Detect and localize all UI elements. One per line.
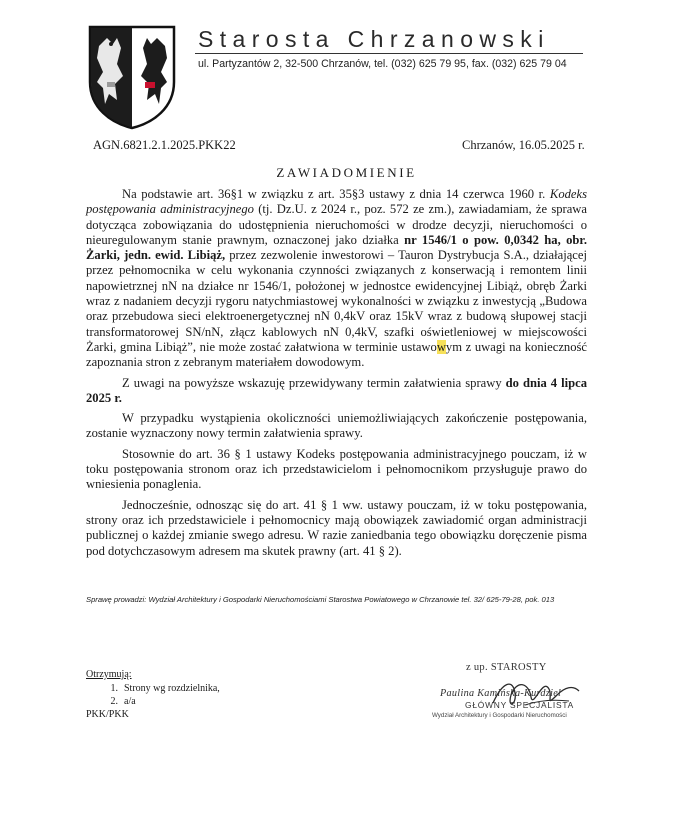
stamp-on-behalf: z up. STAROSTY [466,662,547,673]
office-address: ul. Partyzantów 2, 32-500 Chrzanów, tel. (032) 625 79 95, fax. (032) 625 79 04 [198,58,567,70]
reference-number: AGN.6821.2.1.2025.PKK22 [93,138,236,152]
place-and-date: Chrzanów, 16.05.2025 r. [462,138,585,152]
recipients-heading: Otrzymują: [86,669,132,680]
document-title: ZAWIADOMIENIE [276,165,417,180]
code-title: Kodeks postępowania administracyjnego [86,187,587,217]
parcel-designation: nr 1546/1 o pow. 0,0342 ha, obr. Żarki, jedn. ewid. Libiąż, [86,232,587,263]
deadline-date: do dnia 4 lipca 2025 r. [86,375,587,405]
title-divider [195,53,583,54]
author-initials: PKK/PKK [86,709,129,720]
paragraph-main: Na podstawie art. 36§1 w związku z art. 35§3 ustawy z dnia 14 czerwca 1960 r. Kodeks postępowania administracyjnego (tj. Dz.U. z 2024 r., poz. 572 ze zm.), zawiadamiam, że sprawa dotycząca zobowiązania do udostępnienia nieruchomości w drodze decyzji, nieruchomości o nieuregulowanym stanie prawnym, oznaczonej jako działka nr 1546/1 o pow. 0,0342 ha, obr. Żarki, jedn. ewid. Libiąż, przez zezwolenie inwestorowi – Tauron Dystrybucja S.A., działającej przez pełnomocnika w celu wykonania czynności związanych z konserwacją i remontem linii napowietrznej nN na działce nr 1546/1, położonej w jednostce ewidencyjnej Libiąż, obręb Żarki wraz z nadaniem decyzji rygoru natychmiastowej wykonalności w związku z inwestycją „Budowa oraz przebudowa sieci elektroenergetycznej nN 0,4kV oraz 15kV wraz z budową słupowej stacji transformatorowej SN/nN, złącz kablowych nN 0,4kV, szafki oświetleniowej w miejscowości Żarki, gmina Libiąż”, nie może zostać załatwiona w terminie ustawowym z uwagi na konieczność zapoznania stron z zebranym materiałem dowodowym. [86,187,587,370]
stamp-name: Paulina Kamińska-Kurdziel [440,688,562,699]
coat-of-arms-icon [87,24,177,130]
highlighted-letter: w [436,339,446,354]
paragraph-address-change: Jednocześnie, odnosząc się do art. 41 § 1 ww. ustawy pouczam, iż w toku postępowania, strony oraz ich przedstawiciele i pełnomocnicy mają obowiązek zawiadomić organ administracji publicznej o każdej zmianie swego adresu. W razie zaniedbania tego obowiązku doręczenie pisma pod dotychczasowym adresem ma skutek prawny (art. 41 § 2). [86,497,587,558]
list-item: 1. Strony wg rozdzielnika, [110,683,220,694]
paragraph-deadline: Z uwagi na powyższe wskazuję przewidywany termin załatwienia sprawy do dnia 4 lipca 2025 r. [86,375,587,405]
paragraph-new-term: W przypadku wystąpienia okoliczności uniemożliwiających zakończenie postępowania, zostanie wyznaczony nowy termin załatwienia sprawy. [86,411,587,441]
paragraph-reminder-right: Stosownie do art. 36 § 1 ustawy Kodeks postępowania administracyjnego pouczam, iż w toku postępowania stronom oraz ich przedstawicielom i pełnomocnikom przysługuje prawo do wniesienia ponaglenia. [86,446,587,492]
case-handler-note: Sprawę prowadzi: Wydział Architektury i Gospodarki Nieruchomościami Starostwa Powiatowego w Chrzanowie tel. 32/ 625-79-28, pok. 013 [86,595,555,604]
recipients-list [102,682,220,708]
notice-body [86,187,587,560]
office-title: Starosta Chrzanowski [198,26,550,52]
stamp-position: GŁÓWNY SPECJALISTA [465,700,575,710]
stamp-department: Wydział Architektury i Gospodarki Nieruchomości [432,712,567,719]
list-item: 2. a/a [110,696,136,707]
